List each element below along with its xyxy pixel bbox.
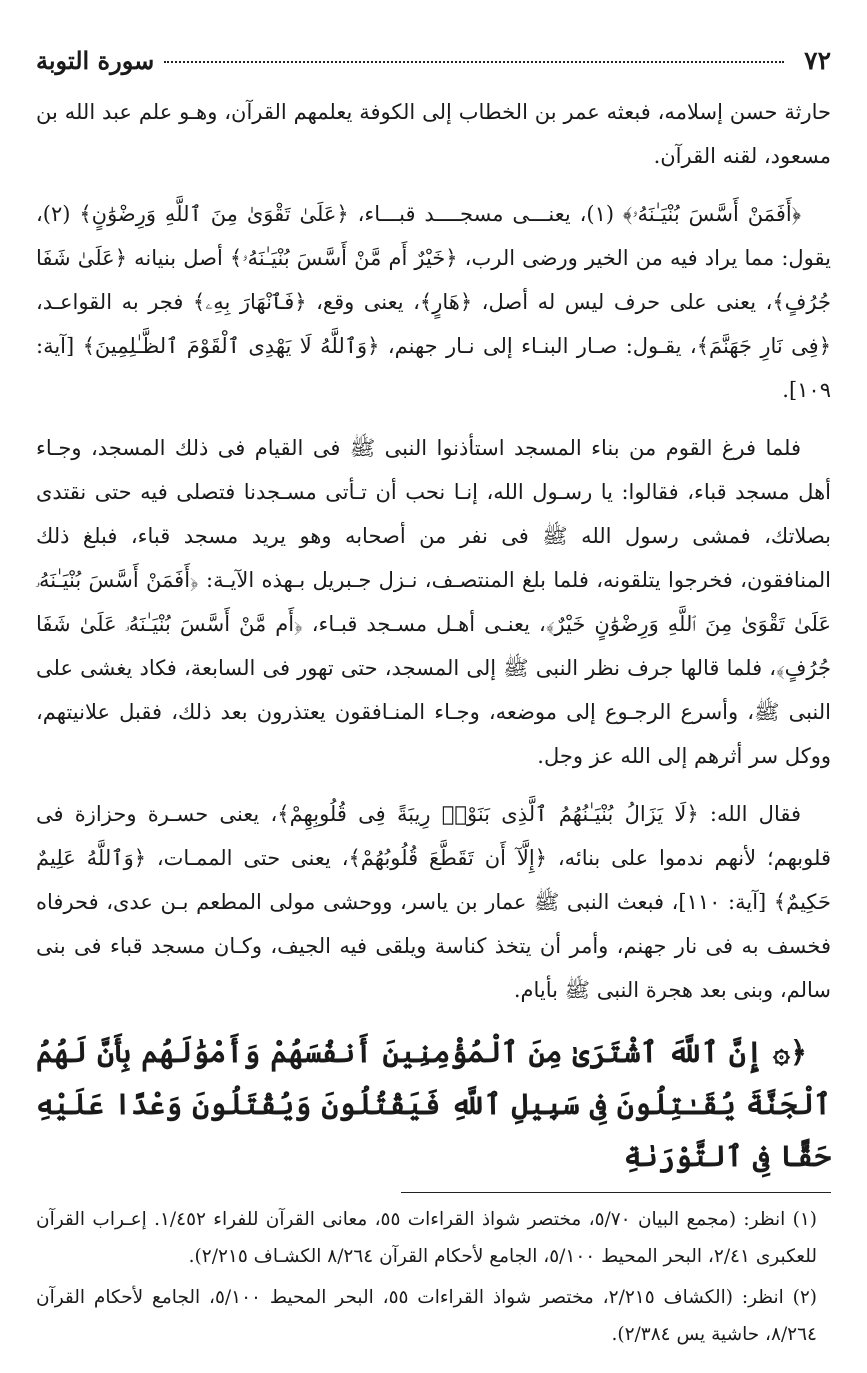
header-dotted-leader bbox=[164, 61, 784, 63]
footnote-separator bbox=[401, 1192, 831, 1193]
surah-title: سورة التوبة bbox=[36, 46, 155, 75]
page-number: ٧٢ bbox=[804, 46, 831, 75]
paragraph-1: حارثة حسن إسلامه، فبعثه عمر بن الخطاب إلى الكوفة يعلمهم القرآن، وهـو علم عبد الله بن مسعود، لقنه القرآن. bbox=[36, 100, 831, 168]
quran-verse: ﴿۞ إِنَّ ٱللَّهَ ٱشْتَرَىٰ مِنَ ٱلْمُؤْمِنِينَ أَنفُسَهُمْ وَأَمْوَٰلَهُم بِأَنَّ لَهُمُ ٱلْجَنَّةَ يُقَـٰتِلُونَ فِى سَبِيلِ ٱللَّهِ فَيَقْتُلُونَ وَيُقْتَلُونَ وَعْدًا عَلَيْهِ حَقًّا فِى ٱلتَّوْرَىٰةِ bbox=[36, 1035, 831, 1173]
paragraph-3: فلما فرغ القوم من بناء المسجد استأذنوا النبى ﷺ فى القيام فى ذلك المسجد، وجـاء أهل مسجد قباء، فقالوا: يا رسـول الله، إنـا نحب أن تـأتى مسـجدنا فتصلى فيه حتى نقتدى بصلاتك، فمشى رسول الله ﷺ فى نفر من أصحابه وهو يريد مسجد قباء، فبلغ ذلك المنافقون، فخرجوا يتلقونه، فلما بلغ المنتصـف، نـزل جـبريل بـهذه الآيـة: ﴿أَفَمَنْ أَسَّسَ بُنْيَـٰنَهُۥ عَلَىٰ تَقْوَىٰ مِنَ ٱللَّهِ وَرِضْوَٰنٍ خَيْرٌ﴾، يعنـى أهـل مسـجد قبـاء، ﴿أَم مَّنْ أَسَّسَ بُنْيَـٰنَهُۥ عَلَىٰ شَفَا جُرُفٍ﴾، فلما قالها جرف نظر النبى ﷺ إلى المسجد، حتى تهور فى السابعة، فكاد يغشى على النبى ﷺ، وأسرع الرجـوع إلى موضعه، وجـاء المنـافقون يعتذرون بعد ذلك، فقبل علانيتهم، ووكل سر أثرهم إلى الله عز وجل. bbox=[36, 436, 831, 768]
footnote-2: (٢) انظر: (الكشاف ٢/٢١٥، مختصر شواذ القراءات ٥٥، البحر المحيط ٥/١٠٠، الجامع لأحكام القرآن ٨/٢٦٤، حاشية يس ٢/٣٨٤). bbox=[36, 1287, 817, 1345]
paragraph-2: ﴿أَفَمَنْ أَسَّسَ بُنْيَـٰنَهُۥ﴾ (١)، يعنـــى مسجــــد قبـــاء، ﴿عَلَىٰ تَقْوَىٰ مِنَ ٱللَّهِ وَرِضْوَٰنٍ﴾ (٢)، يقول: مما يراد فيه من الخير ورضى الرب، ﴿خَيْرٌ أَم مَّنْ أَسَّسَ بُنْيَـٰنَهُۥ﴾ أصل بنيانه ﴿عَلَىٰ شَفَا جُرُفٍ﴾، يعنى على حرف ليس له أصل، ﴿هَارٍ﴾، يعنى وقع، ﴿فَٱنْهَارَ بِهِۦ﴾ فجر به القواعـد، ﴿فِى نَارِ جَهَنَّمَ﴾، يقـول: صـار البنـاء إلى نـار جهنم، ﴿وَٱللَّهُ لَا يَهْدِى ٱلْقَوْمَ ٱلظَّـٰلِمِينَ﴾ [آية: ١٠٩]. bbox=[36, 202, 831, 402]
paragraph-4: فقال الله: ﴿لَا يَزَالُ بُنْيَـٰنُهُمُ ٱلَّذِى بَنَوْا۟ رِيبَةً فِى قُلُوبِهِمْ﴾، يعنى حسـرة وحزازة فى قلوبهم؛ لأنهم ندموا على بنائه، ﴿إِلَّآ أَن تَقَطَّعَ قُلُوبُهُمْ﴾، يعنى حتى الممـات، ﴿وَٱللَّهُ عَلِيمٌ حَكِيمٌ﴾ [آية: ١١٠]، فبعث النبى ﷺ عمار بن ياسر، ووحشى مولى المطعم بـن عدى، فحرفاه فخسف به فى نار جهنم، وأمر أن يتخذ كناسة ويلقى فيه الجيف، وكـان مسجد قباء فى بنى سالم، وبنى بعد هجرة النبى ﷺ بأيام. bbox=[36, 802, 831, 1002]
footnote-1: (١) انظر: (مجمع البيان ٥/٧٠، مختصر شواذ القراءات ٥٥، معانى القرآن للفراء ١/٤٥٢. إعـراب القرآن للعكبرى ٢/٤١، البحر المحيط ٥/١٠٠، الجامع لأحكام القرآن ٨/٢٦٤ الكشـاف ٢/٢١٥). bbox=[36, 1209, 817, 1267]
page-header bbox=[36, 46, 831, 90]
